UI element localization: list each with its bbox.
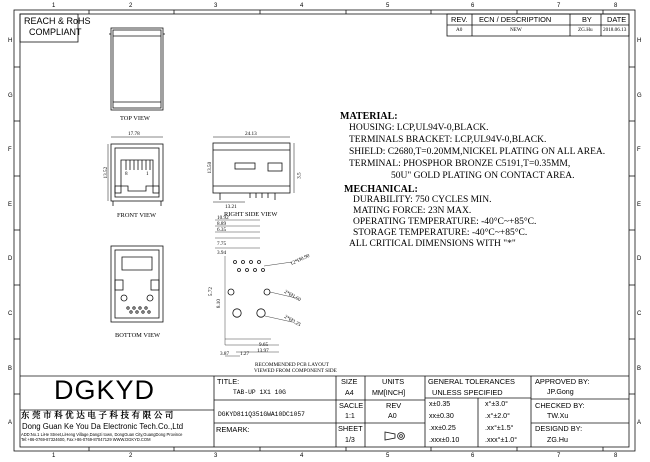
column-label: 2 (129, 453, 133, 459)
revision-cell: A0 (456, 27, 463, 33)
column-label: 6 (471, 3, 475, 9)
approved-label: APPROVED BY: (535, 377, 590, 386)
row-label: G (8, 93, 13, 99)
tolerance-value: .xx±0.25 (429, 424, 456, 432)
material-line: TERMINAL: PHOSPHOR BRONZE C5191,T=0.35MM, (349, 159, 571, 169)
column-label: 5 (386, 3, 390, 9)
row-label: C (8, 311, 13, 317)
dimension-label: 13.52 (103, 166, 110, 179)
column-label: 8 (614, 3, 618, 9)
mechanical-line: MATING FORCE: 23N MAX. (353, 206, 472, 216)
column-label: 5 (386, 453, 390, 459)
dimension-label: 2*Ø1.60 (283, 288, 302, 304)
tolerances-label: GENERAL TOLERANCES (428, 377, 515, 386)
dimension-label: 3.5 (296, 172, 303, 179)
top-view-label: TOP VIEW (120, 115, 150, 122)
dimension-label: 3.94 (217, 250, 227, 256)
right-side-view-drawing (213, 137, 294, 202)
dimension-label: 6.35 (217, 227, 227, 233)
dimension-label: 17.78 (128, 131, 140, 137)
row-label: B (8, 366, 13, 372)
material-line: 50U" GOLD PLATING ON CONTACT AREA. (391, 171, 575, 181)
dimension-label: 8 (125, 171, 128, 177)
material-line: SHIELD: C2680,T=0.20MM,NICKEL PLATING ON ALL AREA. (349, 147, 606, 157)
dimension-label: 12*Ø0.90 (289, 252, 311, 268)
scale-label: SACLE (339, 401, 364, 410)
compliance-line-1: REACH & RoHS (24, 16, 91, 26)
column-label: 1 (52, 3, 56, 9)
revision-header: ECN / DESCRIPTION (479, 15, 552, 24)
checked-label: CHECKED BY: (535, 401, 585, 410)
part-number: DGKYD811Q351GWA10DC1057 (218, 411, 305, 418)
column-label: 7 (557, 453, 561, 459)
title-value: TAB-UP 1X1 10G (233, 389, 286, 396)
tolerance-value: .xx°±1.5° (485, 424, 514, 432)
dimension-label: 1.27 (240, 351, 250, 357)
remark-label: REMARK: (216, 425, 250, 434)
dimension-label: 8.89 (217, 221, 227, 227)
bottom-view-drawing (111, 246, 163, 322)
tolerance-value: x°±3.0° (485, 400, 508, 408)
units-label: UNITS (382, 377, 405, 386)
top-view-drawing (109, 28, 165, 110)
dimension-label: 1 (146, 171, 149, 177)
material-line: TERMINALS BRACKET: LCP,UL94V-0,BLACK. (349, 135, 547, 145)
compliance-line-2: COMPLIANT (29, 27, 82, 37)
company-contact: Tel:+86-0769-87324600, Fax:+86-0769-87047129 WWW.DGKYD.COM (21, 437, 151, 442)
sheet-value: 1/3 (345, 436, 355, 444)
row-label: E (8, 202, 13, 208)
front-view-drawing (108, 137, 163, 206)
column-label: 4 (300, 3, 304, 9)
company-name-cn: 东 莞 市 科 优 达 电 子 科 技 有 限 公 司 (21, 411, 174, 420)
scale-value: 1:1 (345, 412, 355, 420)
row-label: H (637, 38, 642, 44)
column-label: 2 (129, 3, 133, 9)
dimension-label: 3.87 (220, 351, 230, 357)
row-label: D (8, 256, 13, 262)
mechanical-line: STORAGE TEMPERATURE: -40°C~+85°C. (353, 228, 528, 238)
checked-value: TW.Xu (547, 412, 569, 420)
column-label: 6 (471, 453, 475, 459)
row-label: F (8, 147, 12, 153)
rev-label: REV (386, 401, 402, 410)
company-address: ADD:No.1 LiHe Street,LiHeng Village,Dangzi town, DongGuan City,GuangDong Province (21, 432, 183, 437)
revision-header: REV. (451, 15, 468, 24)
dimension-label: 13.50 (207, 161, 214, 174)
row-label: G (637, 93, 642, 99)
company-logo: DGKYD (54, 375, 156, 405)
projection-symbol-icon (384, 428, 408, 444)
company-name-en: Dong Guan Ke You Da Electronic Tech.Co.,Ltd (22, 422, 184, 431)
material-line: HOUSING: LCP,UL94V-0,BLACK. (349, 123, 489, 133)
row-label: C (637, 311, 642, 317)
pcb-layout-label: RECOMMENDED PCB LAYOUT (255, 362, 329, 368)
row-label: E (637, 202, 642, 208)
right-side-view-label: RIGHT SIDE VIEW (224, 211, 278, 218)
revision-cell: ZG.Hu (578, 27, 593, 33)
approved-value: JP.Gong (547, 388, 574, 396)
revision-cell: 2018.06.13 (603, 27, 627, 33)
sheet-label: SHEET (338, 424, 363, 433)
tolerance-value: .xxx±0.10 (429, 436, 460, 444)
front-view-label: FRONT VIEW (117, 212, 156, 219)
designed-label: DESIGND BY: (535, 424, 583, 433)
mechanical-line: ALL CRITICAL DIMENSIONS WITH "*" (349, 239, 516, 249)
column-label: 3 (214, 453, 218, 459)
units-value: MM[INCH] (372, 389, 406, 397)
dimension-label: 8.10 (215, 299, 222, 309)
tolerance-value: .x°±2.0° (485, 412, 510, 420)
size-label: SIZE (341, 377, 358, 386)
mechanical-heading: MECHANICAL: (344, 184, 418, 195)
dimension-label: 10.92 (217, 215, 229, 221)
dimension-label: 9.65 (259, 342, 269, 348)
tolerances-sublabel: UNLESS SPECIFIED (432, 388, 503, 397)
size-value: A4 (345, 389, 354, 397)
row-label: D (637, 256, 642, 262)
row-label: A (8, 420, 13, 426)
rev-value: A0 (388, 412, 397, 420)
dimension-label: 13.97 (257, 348, 269, 354)
row-label: A (637, 420, 642, 426)
column-label: 1 (52, 453, 56, 459)
dimension-label: 2*Ø3.25 (283, 313, 302, 329)
mechanical-line: OPERATING TEMPERATURE: -40°C~+85°C. (353, 217, 537, 227)
tolerance-value: xx±0.30 (429, 412, 454, 420)
title-label: TITLE: (217, 377, 240, 386)
dimension-label: 13.21 (225, 204, 237, 210)
dimension-label: 24.13 (245, 131, 257, 137)
column-label: 3 (214, 3, 218, 9)
dimension-label: 5.72 (207, 287, 214, 297)
revision-header: BY (582, 15, 592, 24)
row-label: B (637, 366, 642, 372)
column-label: 7 (557, 3, 561, 9)
pcb-layout-sublabel: VIEWED FROM COMPONENT SIDE (254, 368, 337, 374)
column-label: 4 (300, 453, 304, 459)
dimension-label: 7.75 (217, 241, 227, 247)
revision-header: DATE (607, 15, 627, 24)
designed-value: ZG.Hu (547, 436, 568, 444)
pcb-layout-drawing (215, 220, 296, 356)
row-label: F (637, 147, 641, 153)
material-heading: MATERIAL: (340, 111, 398, 122)
revision-cell: NEW (510, 27, 522, 33)
bottom-view-label: BOTTOM VIEW (115, 332, 161, 339)
tolerance-value: x±0.35 (429, 400, 451, 408)
mechanical-line: DURABILITY: 750 CYCLES MIN. (353, 195, 492, 205)
row-label: H (8, 38, 13, 44)
tolerance-value: .xxx°±1.0° (485, 436, 518, 444)
column-label: 8 (614, 453, 618, 459)
